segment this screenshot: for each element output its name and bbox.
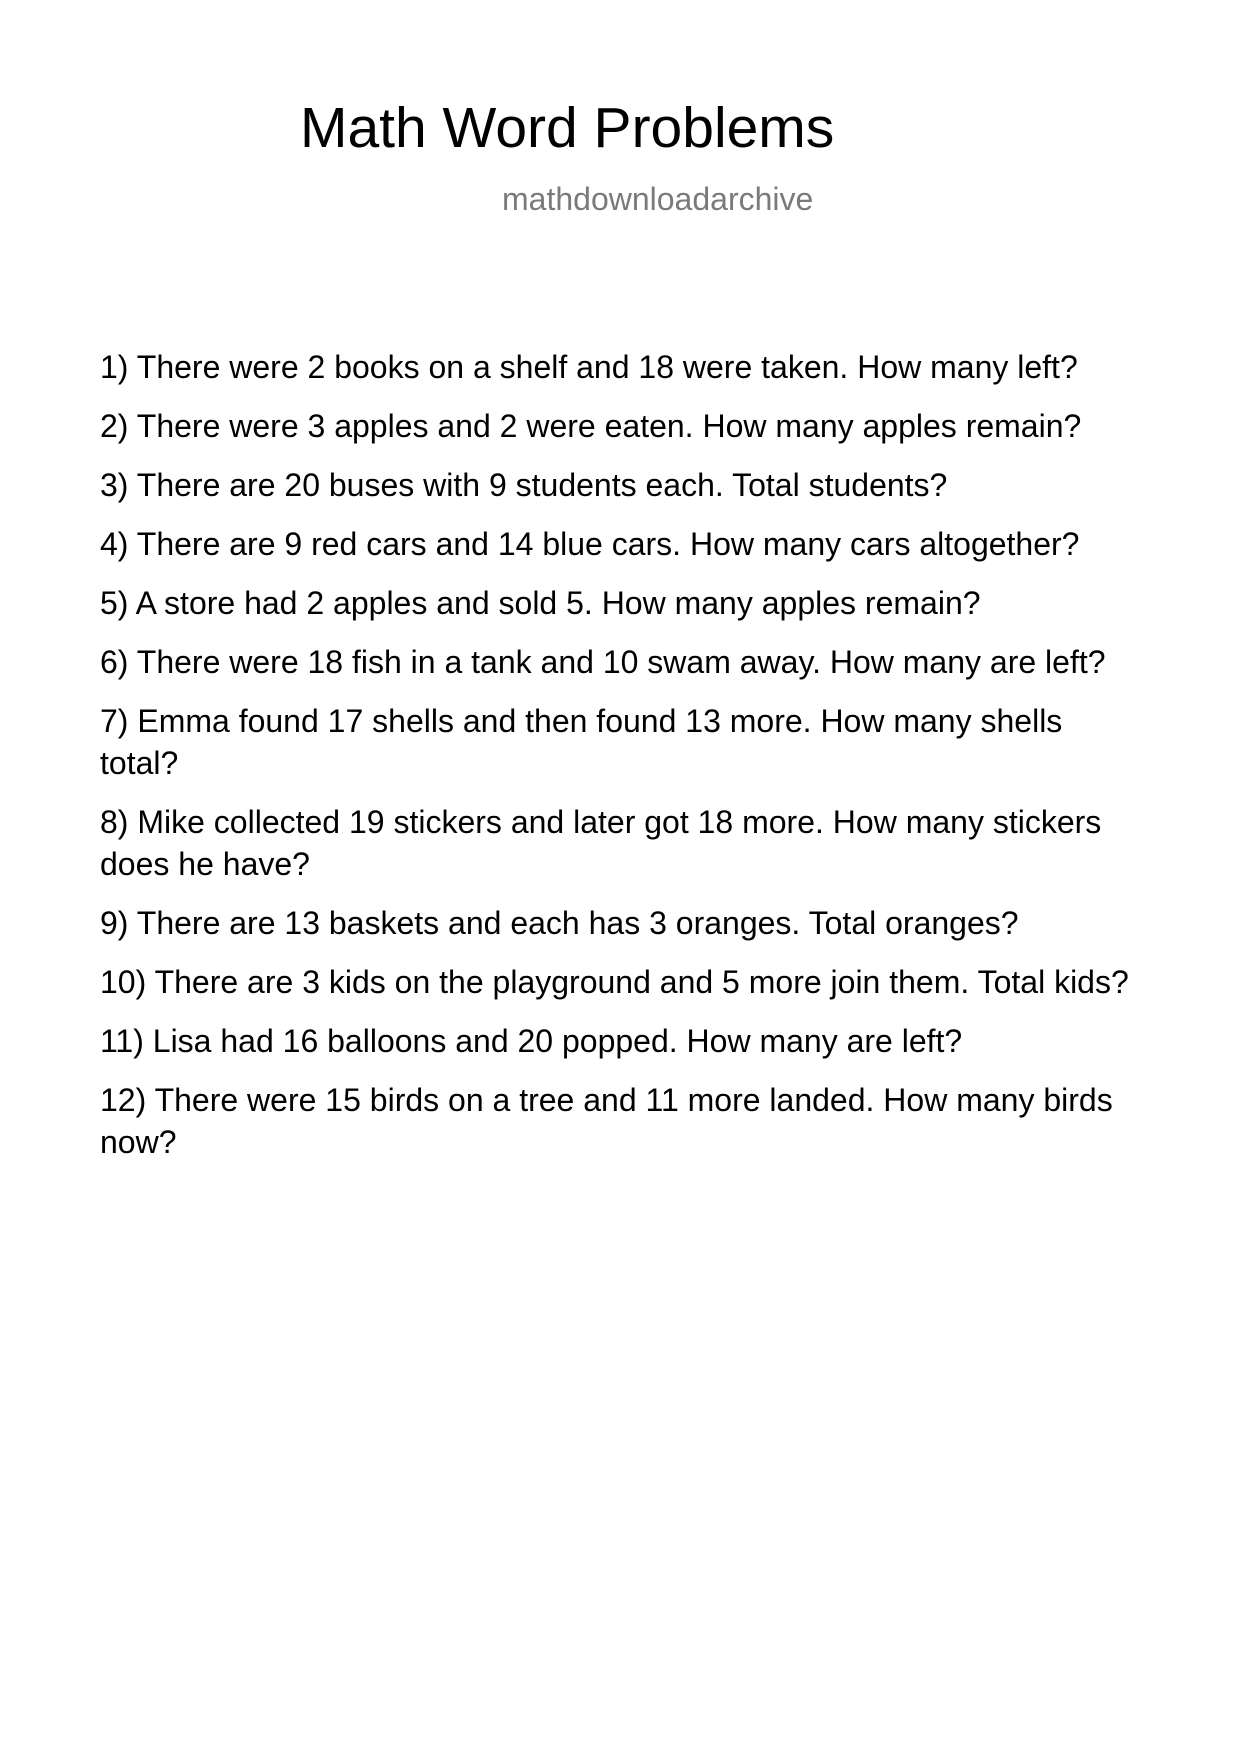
problem-item: 1) There were 2 books on a shelf and 18 were taken. How many left? <box>100 349 1078 385</box>
problem-list <box>100 346 1145 1180</box>
page-title: Math Word Problems <box>300 96 835 160</box>
problem-item: 11) Lisa had 16 balloons and 20 popped. How many are left? <box>100 1023 963 1059</box>
page-subtitle: mathdownloadarchive <box>502 181 814 217</box>
problem-item: 8) Mike collected 19 stickers and later got 18 more. How many stickers does he have? <box>100 804 1102 882</box>
problem-item: 10) There are 3 kids on the playground and 5 more join them. Total kids? <box>100 964 1129 1000</box>
problem-item: 6) There were 18 fish in a tank and 10 swam away. How many are left? <box>100 644 1106 680</box>
problem-item: 4) There are 9 red cars and 14 blue cars. How many cars altogether? <box>100 526 1080 562</box>
problem-item: 9) There are 13 baskets and each has 3 oranges. Total oranges? <box>100 905 1019 941</box>
problem-item: 12) There were 15 birds on a tree and 11 more landed. How many birds now? <box>100 1082 1113 1160</box>
problem-item: 5) A store had 2 apples and sold 5. How many apples remain? <box>100 585 981 621</box>
problem-item: 2) There were 3 apples and 2 were eaten. How many apples remain? <box>100 408 1082 444</box>
problem-item: 7) Emma found 17 shells and then found 13 more. How many shells total? <box>100 703 1063 781</box>
problem-item: 3) There are 20 buses with 9 students each. Total students? <box>100 467 948 503</box>
